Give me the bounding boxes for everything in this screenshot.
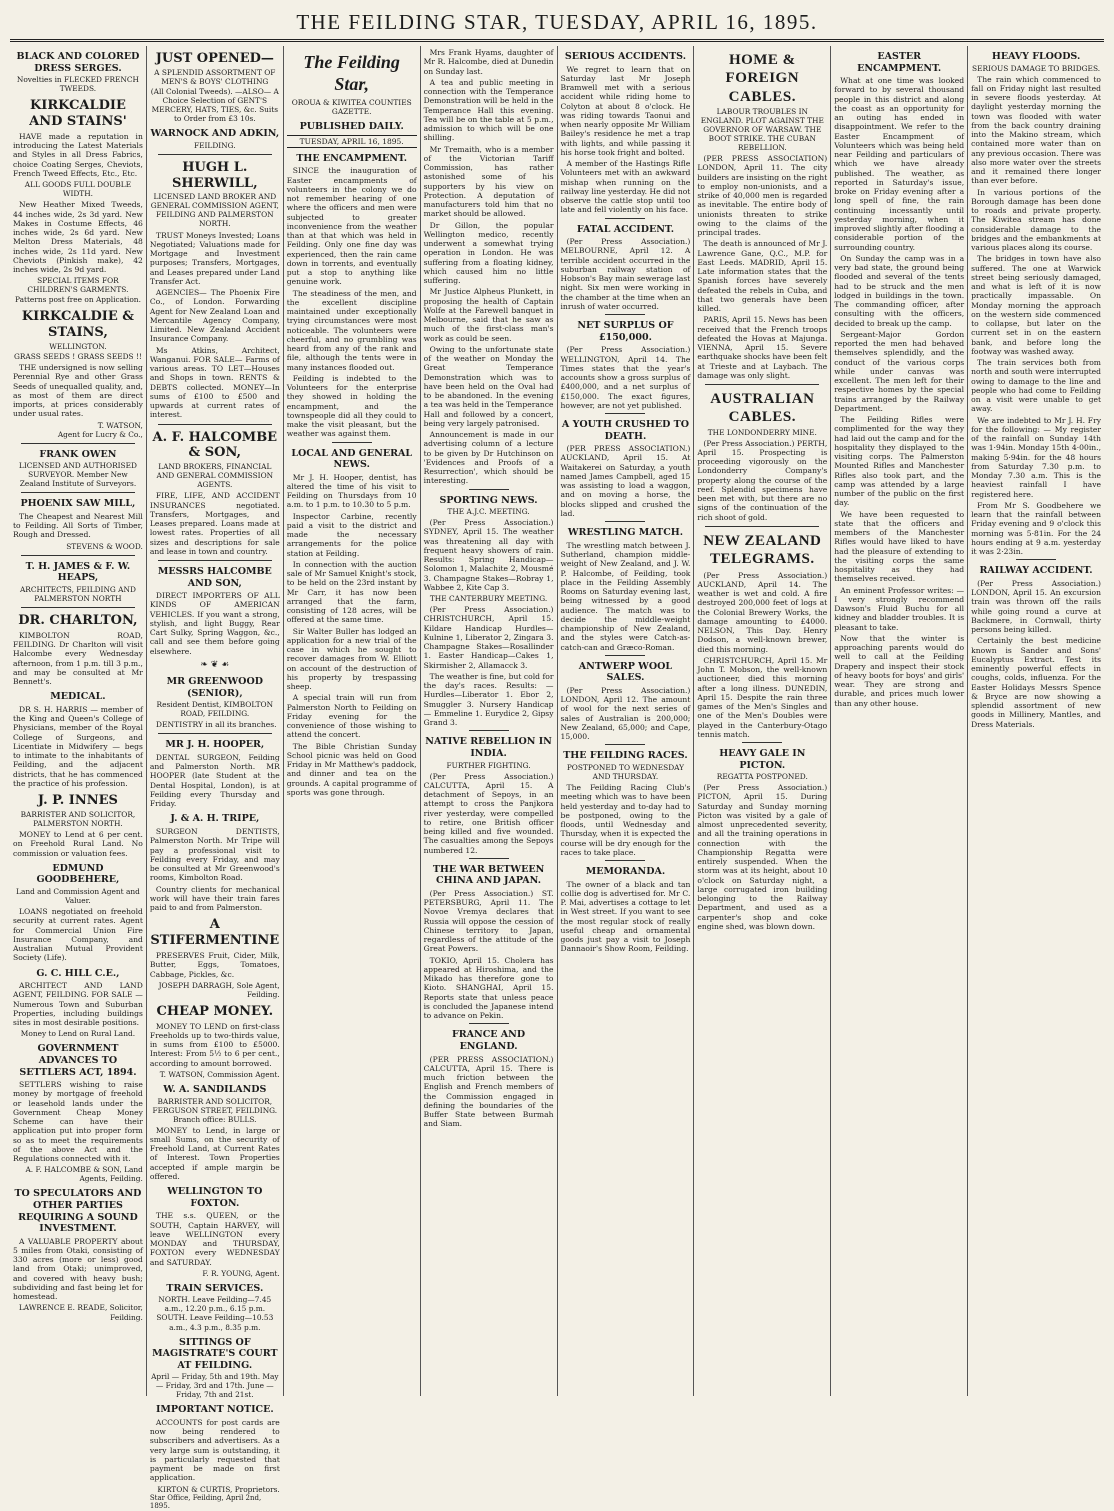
ad-dr-charlton-title: DR. CHARLTON, [18,612,138,628]
ad-hooper-title: MR J. H. HOOPER, [165,739,265,751]
column-2 [147,46,284,1511]
ad-tripe-title: J. & A. H. TRIPE, [170,813,260,825]
serious-accidents-p2: A member of the Hastings Rifle Volunteers met with an awkward mishap when running on the railway line yesterday. He did not observe the cattle stop until too late and fell violently on his face. [560,159,691,215]
magistrate-court-text: April — Friday, 5th and 19th. May — Friday, 3rd and 17th. June — Friday, 7th and 21st. [151,1372,279,1400]
easter-encampment-p7: Now that the winter is approaching parents would do well to call at the Feilding Drapery and inspect their stock of heavy boots for boys' and girls' wear. They are strong and durable, and prices much lower than any other house. [834,633,965,708]
ajc-meeting-text: (Per Press Association.) SYDNEY, April 15. The weather was threatening all day with frequent heavy showers of rain. Results: Spring Handicap—Solomon 1, Malachite 2, Mousmé 3. Champagne Stakes—Robray 1, Wabbee 2, Kite Cap 3. [423,518,554,592]
ad-innes-money: MONEY to Lend at 6 per cent. on Freehold Rural Land. No commission or valuation fees. [13,830,143,858]
ajc-meeting-sub: THE A.J.C. MEETING. [447,507,530,517]
railway-accident-text2: Certainly the best medicine known is Sander and Sons' Eucalyptus Extract. Test its eminently powerful effects in coughs, colds, influenza. For the Easter Holidays Messrs Spence & Bryce are now showing a splendid assortment of new goods in Millinery, Mantles, and Dress Materials. [971,636,1101,729]
heavy-floods-p2: In various portions of the Borough damage has been done to roads and private property. The Kiwitea stream has done considerable damage to the bridges and the embankments at various places along its course. [971,187,1101,253]
nz-telegrams-text: (Per Press Association.) AUCKLAND, April 14. The weather is wet and cold. A fire destroyed 200,000 feet of logs at the Colonial Brewery Works, the damage amounting to £4000. NELSON, This Day. Henry Dodson, a well-known brewer, died this morning. [697,570,828,654]
railway-accident-title: RAILWAY ACCIDENT. [979,565,1093,577]
fatal-accident-text: (Per Press Association.) MELBOURNE, April 12. A terrible accident occurred in the suburban railway station of Hobson's Bay main sewerage last night. Six men were working in the chamber at the time when an inrush of water occurred. [560,237,691,311]
ad-dr-charlton-text: KIMBOLTON ROAD, FEILDING. Dr Charlton will visit Halcombe every Wednesday afternoon, from 1 p.m. till 3 p.m., and may be consulted at Mr Bennett's. [13,630,143,687]
home-foreign-cables-sub: LABOUR TROUBLES IN ENGLAND. PLOT AGAINST THE GOVERNOR OF WARSAW. THE BOOT STRIKE. THE CUBAN REBELLION. [700,106,824,153]
local-news-title: LOCAL AND GENERAL NEWS. [291,447,413,471]
ad-kirkcaldie-items: New Heather Mixed Tweeds, 44 inches wide, 2s 3d yard. New Makes in Costume Effects, 46 inches wide, 2s 6d yard. New Melton Dress Materials, 48 inches wide, 2s 11d yard. New Cheviots (Pinkish make), 42 inches wide, 2s 9d yard. [13,200,143,274]
important-notice-name: KIRTON & CURTIS, Proprietors. [157,1484,280,1494]
ad-warnock-place: FEILDING. [193,140,236,150]
issue-date: TUESDAY, APRIL 16, 1895. [287,135,417,148]
ad-medical-text: DR S. H. HARRIS — member of the King and Queen's College of Physicians, member of the Royal College of Surgeons, and Licentiate in Midwifery — begs to intimate to the inhabitants of Feilding, and the adjacent districts, that he has commenced the practice of his profession. [13,704,143,788]
nameplate: The Feilding Star, [303,52,400,94]
heavy-floods-p5: We are indebted to Mr J. H. Fry for the following: — My register of the rainfall on Sunday 14th was 1·94in. Monday 15th 4·00in., making 5·94in. for the 48 hours from Saturday 7.30 p.m. to Monday 7.30 a.m. This is the heaviest rainfall I have registered here. [971,415,1101,499]
magistrate-court-title: SITTINGS OF MAGISTRATE'S COURT AT FEILDING. [152,1336,278,1371]
ad-greenwood-text: Resident Dentist, KIMBOLTON ROAD, FEILDING. [156,700,274,719]
home-foreign-cables-text2: The death is announced of Mr J. Lawrence Gane, Q.C., M.P. for East Leeds. MADRID, April 15. Late information states that the Spanish forces have severely defeated the rebels in Cuba, and that two generals have been killed. [697,239,828,314]
ad-kirkcaldie-special: SPECIAL ITEMS FOR CHILDREN'S GARMENTS. [27,276,129,295]
canterbury-meeting-sub: THE CANTERBURY MEETING. [429,594,548,604]
heavy-floods-p3: The bridges in town have also suffered. The one at Warwick street being seriously damaged, and what is left of it is now practically impassable. On Monday morning the approach on the western side commenced to collapse, but later on the current set in on the eastern bank, and before long the footway was washed away. [971,254,1101,356]
column-3 [284,46,421,1396]
editorial-title: THE ENCAMPMENT. [296,152,408,164]
editorial-p3: Feilding is indebted to the Volunteers for the enterprise they showed in holding the encampment, and the townspeople did all they could to make the visit pleasant, but the weather was against them. [286,373,417,439]
native-rebellion-sub: FURTHER FIGHTING. [446,760,531,770]
easter-encampment-p2: On Sunday the camp was in a very bad state, the ground being flooded and several of the tents had to be struck and the men lodged in buildings in the town. The commanding officer, after consulting with the officers, decided to break up the camp. [834,253,965,328]
ad-just-opened-text: (All Colonial Tweeds). —ALSO— A Choice Selection of GENT'S MERCERY, HATS, TIES, &c. Suits to Order from £3 10s. [150,86,279,124]
news-p1: Mrs Frank Hyams, daughter of Mr R. Halcombe, died at Dunedin on Sunday last. [423,48,554,76]
ad-astifermentine-text: PRESERVES Fruit, Cider, Milk, Butter, Eggs, Tomatoes, Cabbage, Pickles, &c. [149,951,280,979]
youth-crushed-text: (PER PRESS ASSOCIATION.) AUCKLAND, April 15. At Waitakerei on Saturday, a youth named James Campbell, aged 15 was assisting to load a waggon, and on moving a horse, the blocks slipped and crushed the lad. [560,444,691,518]
easter-encampment-p4: The Feilding Rifles were complimented for the way they had laid out the camp and for the hospitality they displayed to the visiting corps. The Palmerston Mounted Rifles and Manchester Rifles also took part, and the camp was attended by a large number of the public on the first day. [834,415,965,508]
heavy-floods-sub: SERIOUS DAMAGE TO BRIDGES. [972,63,1101,73]
canterbury-meeting-text2: The weather is fine, but cold for the day's races. Results: — Hurdles—Liberator 1. Ebor 2, Smuggler 3. Nursery Handicap — Emmeline 1. Eurydice 2, Gipsy Grand 3. [423,671,554,728]
easter-encampment-title: EASTER ENCAMPMENT. [857,51,942,74]
column-4 [421,46,558,1396]
news-p5: Mr Justice Alpheus Plunkett, in proposing the health of Captain Wolfe at the Farewell banquet in Melbourne, said that he saw as much of the first-class man's work as could be seen. [423,287,554,343]
news-p2: A tea and public meeting in connection with the Temperance Demonstration will be held in the Temperance Hall this evening. Tea will be on the table at 5 p.m., admission to which will be one shilling. [423,77,554,143]
published-daily: PUBLISHED DAILY. [299,120,404,132]
important-notice-date: Star Office, Feilding, April 2nd, 1895. [149,1493,262,1511]
ad-cheap-money-text: MONEY TO LEND on first-class Freeholds up to two-thirds value, in sums from £100 to £5000. Interest: From 5½ to 6 per cent., according to amount borrowed. [149,1021,280,1068]
australian-cables-title: AUSTRALIAN CABLES. [710,391,815,426]
ad-phoenix-saw-mill-title: PHOENIX SAW MILL, [20,498,136,510]
antwerp-wool-title: ANTWERP WOOL SALES. [578,660,673,684]
editorial-p1: SINCE the inauguration of Easter encampments of volunteers in the colony we do not remember hearing of one where the officers and men were subjected to greater inconvenience from the weather than at that which was held in Feilding. Only one fine day was experienced, then the rain came down in torrents, and eventually put a stop to anything like genuine work. [286,166,417,287]
nameplate-sub: OROUA & KIWITEA COUNTIES GAZETTE. [291,97,412,116]
ad-speculators-name: LAWRENCE E. READE, Solicitor, Feilding. [18,1303,143,1322]
ad-james-heaps-text: ARCHITECTS, FEILDING AND PALMERSTON NORTH [19,584,136,603]
native-rebellion-title: NATIVE REBELLION IN INDIA. [425,736,552,759]
ad-medical-title: MEDICAL. [50,691,106,703]
ad-halcombe-title: A. F. HALCOMBE & SON, [152,429,278,461]
ad-speculators-text: A VALUABLE PROPERTY about 5 miles from Otaki, consisting of 330 acres (more or less) good land from Otaki; unimproved, and covered with heavy bush; subdividing and fast being let for homestead. [13,1236,143,1302]
heavy-gale-text: (Per Press Association.) PICTON, April 15. During Saturday and Sunday morning Picton was visited by a gale of almost unprecedented severity, and all the training operations in connection with the Championship Regatta were entirely suspended. When the storm was at its height, about 10 o'clock on Saturday night, a large corrugated iron building belonging to the Railway Department, and used as a carpenter's shop and coke engine shed, was blown down. [697,783,828,931]
ad-halcombe-vehicles-title: MESSRS HALCOMBE AND SON, [157,566,272,589]
serious-accidents-title: SERIOUS ACCIDENTS. [564,51,687,62]
ad-cheap-money-name: T. WATSON, Commission Agent. [159,1069,280,1079]
ad-innes-text: BARRISTER AND SOLICITOR, PALMERSTON NORTH. [20,809,136,829]
local-news-p2: Inspector Carbine, recently paid a visit to the district and made the necessary arrangements for the police station at Feilding. [286,511,417,558]
local-news-p6: The Bible Christian Sunday School picnic was held on Good Friday in Mr Matthew's paddock, and dinner and tea on the grounds. A capital programme of sports was gone through. [286,741,417,797]
ad-astifermentine-name: JOSEPH DARRAGH, Sole Agent, Feilding. [158,980,280,999]
heavy-gale-title: HEAVY GALE IN PICTON. [719,748,806,771]
news-p6: Owing to the unfortunate state of the weather on Monday the Great Temperance Demonstration which was to have been held on the Oval had to be abandoned. In the evening a tea was held in the Temperance Hall and followed by a concert, being very largely patronised. [423,344,554,428]
ad-sherwill-text: LICENSED LAND BROKER AND GENERAL COMMISSION AGENT, FEILDING AND PALMERSTON NORTH. [150,192,279,229]
ad-halcombe-vehicles-text: DIRECT IMPORTERS OF ALL KINDS OF AMERICAN VEHICLES. If you want a strong, stylish, and light Buggy, Rear Cart Sulky, Spring Waggon, &c., call and see them before going elsewhere. [149,591,280,656]
ad-hill-money: Money to Lend on Rural Land. [20,1029,136,1039]
ad-sandilands-title: W. A. SANDILANDS [163,1083,267,1095]
heavy-floods-p6: From Mr S. Goodbehere we learn that the rainfall between Friday evening and 9 o'clock this morning was 5·81in. For the 24 hours ending at 9 a.m. yesterday it was 2·23in. [971,500,1101,557]
ad-phoenix-saw-mill-text: The Cheapest and Nearest Mill to Feilding. All Sorts of Timber, Rough and Dressed. [13,511,143,540]
heavy-floods-p4: The train services both from north and south were interrupted owing to damage to the line and people who had come to Feilding on a visit were unable to get away. [971,358,1101,414]
memoranda-title: MEMORANDA. [585,866,666,878]
ad-halcombe-text: LAND BROKERS, FINANCIAL AND GENERAL COMMISSION AGENTS. [156,462,274,490]
ad-grass-seeds-text: THE undersigned is now selling Perennial Rye and other Grass Seeds of unequalled quality, and, as most of them are direct imports, at prices considerably under usual rates. [13,363,143,419]
local-news-p5: A special train will run from Palmerston North to Feilding on Friday evening for the convenience of those wishing to attend the concert. [286,693,417,740]
ad-sherwill-title: HUGH L. SHERWILL, [172,159,258,191]
wrestling-text: The wrestling match between J. Sutherland, champion middle-weight of New Zealand, and J. W. P. Halcombe, of Feilding, took place in the Feilding Assembly Rooms on Saturday evening last, being witnessed by a good audience. The match was to decide the middle-weight championship of New Zealand, and the styles were Catch-as-catch-can and Græco-Roman. [560,540,691,652]
ad-astifermentine-title: A STIFERMENTINE [150,917,280,949]
ad-hill-text: ARCHITECT AND LAND AGENT, FEILDING. FOR SALE — Numerous Town and Suburban Properties, including buildings sites in most desirable positions. [13,981,143,1028]
ad-sandilands-body: MONEY to Lend, in large or small Sums, on the security of Freehold Land, at Current Rates of Interest. Town Properties accepted if ample margin be offered. [149,1125,280,1181]
ad-kirkcaldie-patterns: Patterns post free on Application. [14,295,141,305]
ad-grass-seeds-sub: GRASS SEEDS ! GRASS SEEDS !! [13,352,142,362]
memoranda-text: The owner of a black and tan collie dog is advertised for. Mr C. P. Mai, advertises a cottage to let in West street. If you want to see the most regular stock of really useful cheap and ornamental goods just pay a visit to Joseph Dannaoir's Show Room, Feilding. [560,879,691,954]
easter-encampment-p1: What at one time was looked forward to by several thousand people in this district and along the coast as an opportunity for an outing has ended in disappointment. We refer to the Easter Encampment of Volunteers which was being held near Feilding and particulars of which we have already published. The weather, as reported in Saturday's issue, broke on Friday evening after a long spell of fine, the rain continuing incessantly until yesterday morning, when it improved slightly after flooding a considerable portion of the surrounding country. [834,76,965,252]
ad-sherwill-agencies: AGENCIES— The Phoenix Fire Co., of London. Forwarding Agent for New Zealand Loan and Mercantile Agency Company, Limited. New Zealand Accident Insurance Company. [149,288,280,344]
ad-hooper-text: DENTAL SURGEON, Feilding and Palmerston North. MR HOOPER (late Student at the Dental Hospital, London), is at Feilding every Thursday and Friday. [149,752,280,809]
australian-cables-sub: THE LONDONDERRY MINE. [707,427,817,437]
ad-foxton-title: WELLINGTON TO FOXTON. [167,1186,263,1209]
china-japan-title: THE WAR BETWEEN CHINA AND JAPAN. [432,863,545,887]
ad-government-advances-name: A. F. HALCOMBE & SON, Land Agents, Feilding. [25,1165,143,1184]
ad-frank-owen-title: FRANK OWEN [39,448,117,460]
easter-encampment-p3: Sergeant-Major Gordon reported the men had behaved themselves splendidly, and the conduct of the various corps while under canvas was excellent. The men left for their respective homes by the special trains arranged by the Railway Department. [834,329,965,413]
ad-james-heaps-title: T. H. JAMES & F. W. HEAPS, [25,560,131,584]
australian-cables-text: (Per Press Association.) PERTH, April 15. Prospecting is proceeding vigorously on the Londonderry Company's property along the course of the reef. Splendid specimens have been met with, but there are no signs of the continuation of the rich shoot of gold. [697,438,828,522]
native-rebellion-text: (Per Press Association.) CALCUTTA, April 15. A detachment of Sepoys, in an attempt to cross the Panjkora river yesterday, were compelled to retire, one British officer being killed and five wounded. The casualties among the Sepoys numbered 12. [423,771,554,855]
ad-foxton-text: THE s.s. QUEEN, or the SOUTH, Captain HARVEY, will leave WELLINGTON every MONDAY and THURSDAY, FOXTON every WEDNESDAY and SATURDAY. [149,1211,280,1267]
home-foreign-cables-title: HOME & FOREIGN CABLES. [725,52,800,105]
feilding-races-text: The Feilding Racing Club's meeting which was to have been held yesterday and to-day had to be postponed, owing to the floods, until Wednesday and Thursday, when it is expected the course will be dry enough for the races to take place. [560,783,691,857]
ad-goodbehere-text: LOANS negotiated on freehold security at current rates. Agent for Commercial Union Fire Insurance Company, and Australian Mutual Provident Society (Life). [13,907,143,963]
nz-telegrams-text2: CHRISTCHURCH, April 15. Mr John T. Mobson, the well-known auctioneer, died this morning after a long illness. DUNEDIN, April 15. Despite the rain three games of the Men's Singles and one of the Men's Doubles were played in the Canterbury-Otago tennis match. [697,655,828,739]
column-1 [10,46,147,1396]
canterbury-meeting-text: (Per Press Association.) CHRISTCHURCH, April 15. Kildare Handicap Hurdles—Kulnine 1, Liberator 2, Zingara 3. Champagne Stakes—Rosallinder 1. Easter Handicap—Cakes 1, Skirmisher 2, Allamacck 3. [423,605,554,670]
ad-sandilands-text: BARRISTER AND SOLICITOR, FERGUSON STREET, FEILDING. Branch office: BULLS. [152,1096,278,1124]
feilding-races-sub: POSTPONED TO WEDNESDAY AND THURSDAY. [566,763,685,782]
ad-tripe-text: SURGEON DENTISTS, Palmerston North. Mr Tripe will pay a professional visit to Feilding every Friday, and may be consulted at Mr Greenwood's rooms, Kimbolton Road. [149,827,280,883]
heavy-floods-p1: The rain which commenced to fall on Friday night last resulted in severe floods yesterday. At daylight yesterday morning the town was flooded with water from the back country draining into the Makino stream, which contained more water than on any previous occasion. There was also more water over the streets and it remained there longer than ever before. [971,74,1101,186]
ad-greenwood-body: DENTISTRY in all its branches. [155,720,277,730]
feilding-races-title: THE FEILDING RACES. [563,750,688,762]
railway-accident-text: (Per Press Association.) LONDON, April 15. An excursion train was thrown off the rails while going round a curve at Backmere, in Cornwall, thirty persons being killed. [971,578,1101,635]
net-surplus-text: (Per Press Association.) WELLINGTON, April 14. The Times states that the year's accounts show a gross surplus of £400,000, and a net surplus of £150,000. The exact figures, however, are not yet published. [560,345,691,410]
ad-government-advances-title: GOVERNMENT ADVANCES TO SETTLERS ACT, 1894. [19,1043,137,1078]
easter-encampment-p6: An eminent Professor writes: — I very strongly recommend Dawson's Fluid Buchu for all kidney and bladder troubles. It is pleasant to take. [834,585,965,632]
ad-innes-title: J. P. INNES [37,793,118,809]
antwerp-wool-text: (Per Press Association.) LONDON, April 12. The amount of wool for the next series of sales of Australian is 200,000; New Zealand, 65,000; and Cape, 15,000. [560,685,691,742]
wrestling-title: WRESTLING MATCH. [567,527,684,539]
heavy-floods-title: HEAVY FLOODS. [991,51,1081,62]
train-services-title: TRAIN SERVICES. [166,1282,264,1294]
ad-just-opened-sub: A SPLENDID ASSORTMENT OF MEN'S & BOYS' CLOTHING [154,67,276,86]
columns [10,46,1104,1511]
net-surplus-title: NET SURPLUS OF £150,000. [577,320,674,343]
ad-speculators-title: TO SPECULATORS AND OTHER PARTIES REQUIRING A SOUND INVESTMENT. [14,1188,142,1235]
ad-dress-serges-line: Novelties in FLECKED FRENCH TWEEDS. [16,75,139,94]
ad-kirkcaldie-text: HAVE made a reputation in introducing the Latest Materials and Styles in all Dress Fabrics, choice Coating Serges, Cheviots, French Tweed Effects, Etc., Etc. [13,131,143,178]
column-8 [968,46,1104,1396]
ad-kirkcaldie-title: KIRKCALDIE AND STAINS' [29,98,127,130]
ad-goodbehere-title: EDMUND GOODBEHERE, [36,862,120,886]
ad-foxton-name: F. R. YOUNG, Agent. [202,1268,280,1278]
column-7 [831,46,968,1396]
local-news-p1: Mr J. H. Hooper, dentist, has altered the time of his visit to Feilding on Thursdays from 10 a.m. to 1 p.m. to 10.30 to 5 p.m. [286,472,417,510]
editorial-p2: The steadiness of the men, and the excellent discipline maintained under exceptionally trying circumstances were most noticeable. The volunteers were cheerful, and no grumbling was heard from any of the rank and file, although the tents were in many instances flooded out. [286,288,417,372]
ornament-banner: ❧ ❦ ☙ [200,659,230,670]
ad-dress-serges-title: BLACK AND COLORED DRESS SERGES. [16,51,140,74]
ad-kirkcaldie-sub: ALL GOODS FULL DOUBLE WIDTH. [24,180,132,199]
ad-greenwood-title: MR GREENWOOD (SENIOR), [166,675,263,699]
youth-crushed-title: A YOUTH CRUSHED TO DEATH. [561,419,689,442]
masthead [10,10,1104,42]
masthead-title: THE FEILDING STAR, TUESDAY, APRIL 16, 1895. [296,10,818,34]
ad-hill-title: G. C. HILL C.E., [36,967,120,979]
local-news-p3: In connection with the auction sale of Mr Samuel Knight's stock, to be held on the 23rd instant by Mr Carr, it has now been arranged that the farm, consisting of 128 acres, will be offered at the same time. [286,559,417,625]
ad-kirkcaldie-stains-title: KIRKCALDIE & STAINS, [21,309,135,341]
ad-sherwill-extra: Ms Atkins, Architect, Wanganui. FOR SALE— Farms of various areas. TO LET—Houses and Shops in town. RENTS & DEBTS collected. MONEY—In sums of £100 to £500 and upwards at current rates of interest. [149,345,280,420]
france-england-title: FRANCE AND ENGLAND. [452,1029,526,1053]
train-services-text: NORTH. Leave Feilding—7.45 a.m., 12.20 p.m., 6.15 p.m. SOUTH. Leave Feilding—10.53 a.m., 4.3 p.m., 8.35 p.m. [156,1295,274,1332]
newspaper-page [10,10,1104,1511]
ad-grass-seeds-name: T. WATSON, [97,420,143,430]
ad-phoenix-saw-mill-name: STEVENS & WOOD. [66,541,143,551]
home-foreign-cables-text: (PER PRESS ASSOCIATION) LONDON, April 11. The city builders are insisting on the right to employ non-unionists, and a strike of 40,000 men is regarded as inevitable. The entire body of unionists threaten to strike owing to the claims of the principal trades. [697,154,828,238]
heavy-gale-sub: REGATTA POSTPONED. [716,772,808,782]
serious-accidents-p1: We regret to learn that on Saturday last Mr Joseph Bramwell met with a serious accident while riding home to Colyton at about 8 o'clock. He was riding towards Taonui and when nearly opposite Mr William Bailey's residence he met a trap with lights, and while passing it his horse took fright and bolted. [560,64,691,157]
column-5 [558,46,695,1396]
china-japan-text2: TOKIO, April 15. Cholera has appeared at Hiroshima, and the Mikado has therefore gone to Kioto. SHANGHAI, April 15. Reports state that unless peace is concluded the Japanese intend to advance on Pekin. [423,955,554,1021]
important-notice-text: ACCOUNTS for post cards are now being rendered to subscribers and advertisers. As a very large sum is outstanding, it is particularly requested that payment be made on first application. [149,1417,280,1483]
column-6 [694,46,831,1396]
ad-grass-seeds-role: Agent for Lucry & Co., [57,429,143,439]
local-news-p4: Sir Walter Buller has lodged an application for a new trial of the case in which he sought to recover damages from W. Elliott on account of the destruction of his property by trespassing sheep. [286,626,417,692]
ad-government-advances-text: SETTLERS wishing to raise money by mortgage of freehold or leasehold lands under the Government Cheap Money Scheme can have their application put into proper form so as to meet the requirements of the above Act and the Regulations connected with it. [13,1080,143,1164]
news-p4: Dr Gillon, the popular Wellington medico, recently underwent a somewhat trying operation in London. He was suffering from a floating kidney, which caused him no little suffering. [423,220,554,285]
home-foreign-cables-text3: PARIS, April 15. News has been received that the French troops defeated the Hovas at Majunga. VIENNA, April 15. Severe earthquake shocks have been felt at Trieste and at Laybach. The damage was only slight. [697,315,828,380]
fatal-accident-title: FATAL ACCIDENT. [576,223,675,235]
easter-encampment-p5: We have been requested to state that the officers and members of the Manchester Rifles would have liked to have had the pleasure of extending to the visiting corps the same hospitality as they had themselves received. [834,509,965,584]
ad-sherwill-body: TRUST Moneys Invested; Loans Negotiated; Valuations made for Mortgage and Investment purposes; Transfers, Mortgages, and Leases prepared under Land Transfer Act. [149,230,280,286]
sporting-news-title: SPORTING NEWS. [439,494,538,506]
ad-kirkcaldie-stains-place: WELLINGTON. [49,342,107,352]
ad-just-opened-title: JUST OPENED— [155,51,274,66]
nz-telegrams-title: NEW ZEALAND TELEGRAMS. [703,532,822,568]
news-p7: Announcement is made in our advertising column of a lecture to be given by Dr Hutchinson on 'Evidences and Proofs of a Resurrection', which should be interesting. [423,430,554,486]
important-notice-title: IMPORTANT NOTICE. [155,1404,274,1416]
ad-goodbehere-sub: Land and Commission Agent and Valuer. [16,886,140,905]
china-japan-text: (Per Press Association.) ST. PETERSBURG, April 11. The Novoe Vremya declares that Russia will oppose the cession of Chinese territory to Japan, regardless of the attitude of the Great Powers. [423,888,554,954]
ad-halcombe-body: FIRE, LIFE, AND ACCIDENT INSURANCES negotiated. Transfers, Mortgages, and Leases prepared. Loans made at lowest rates. Properties of all sizes and descriptions for sale and lease in town and country. [149,491,280,556]
ad-cheap-money-title: CHEAP MONEY. [156,1003,274,1019]
news-p3: Mr Tremaith, who is a member of the Victorian Tariff Commission, has rather astonished some of his supporters by his view on Protection. A deputation of manufacturers told him that no market should be allowed. [423,144,554,219]
ad-frank-owen-text: LICENSED AND AUTHORISED SURVEYOR. Member New Zealand Institute of Surveyors. [18,461,137,489]
france-england-text: (PER PRESS ASSOCIATION.) CALCUTTA, April 15. There is much friction between the English and French members of the Commission engaged in defining the boundaries of the Buffer State between Burmah and Siam. [423,1054,554,1129]
ad-warnock-name: WARNOCK AND ADKIN, [150,128,280,140]
ad-tripe-body: Country clients for mechanical work will have their train fares paid to and from Palmerston. [149,884,280,913]
